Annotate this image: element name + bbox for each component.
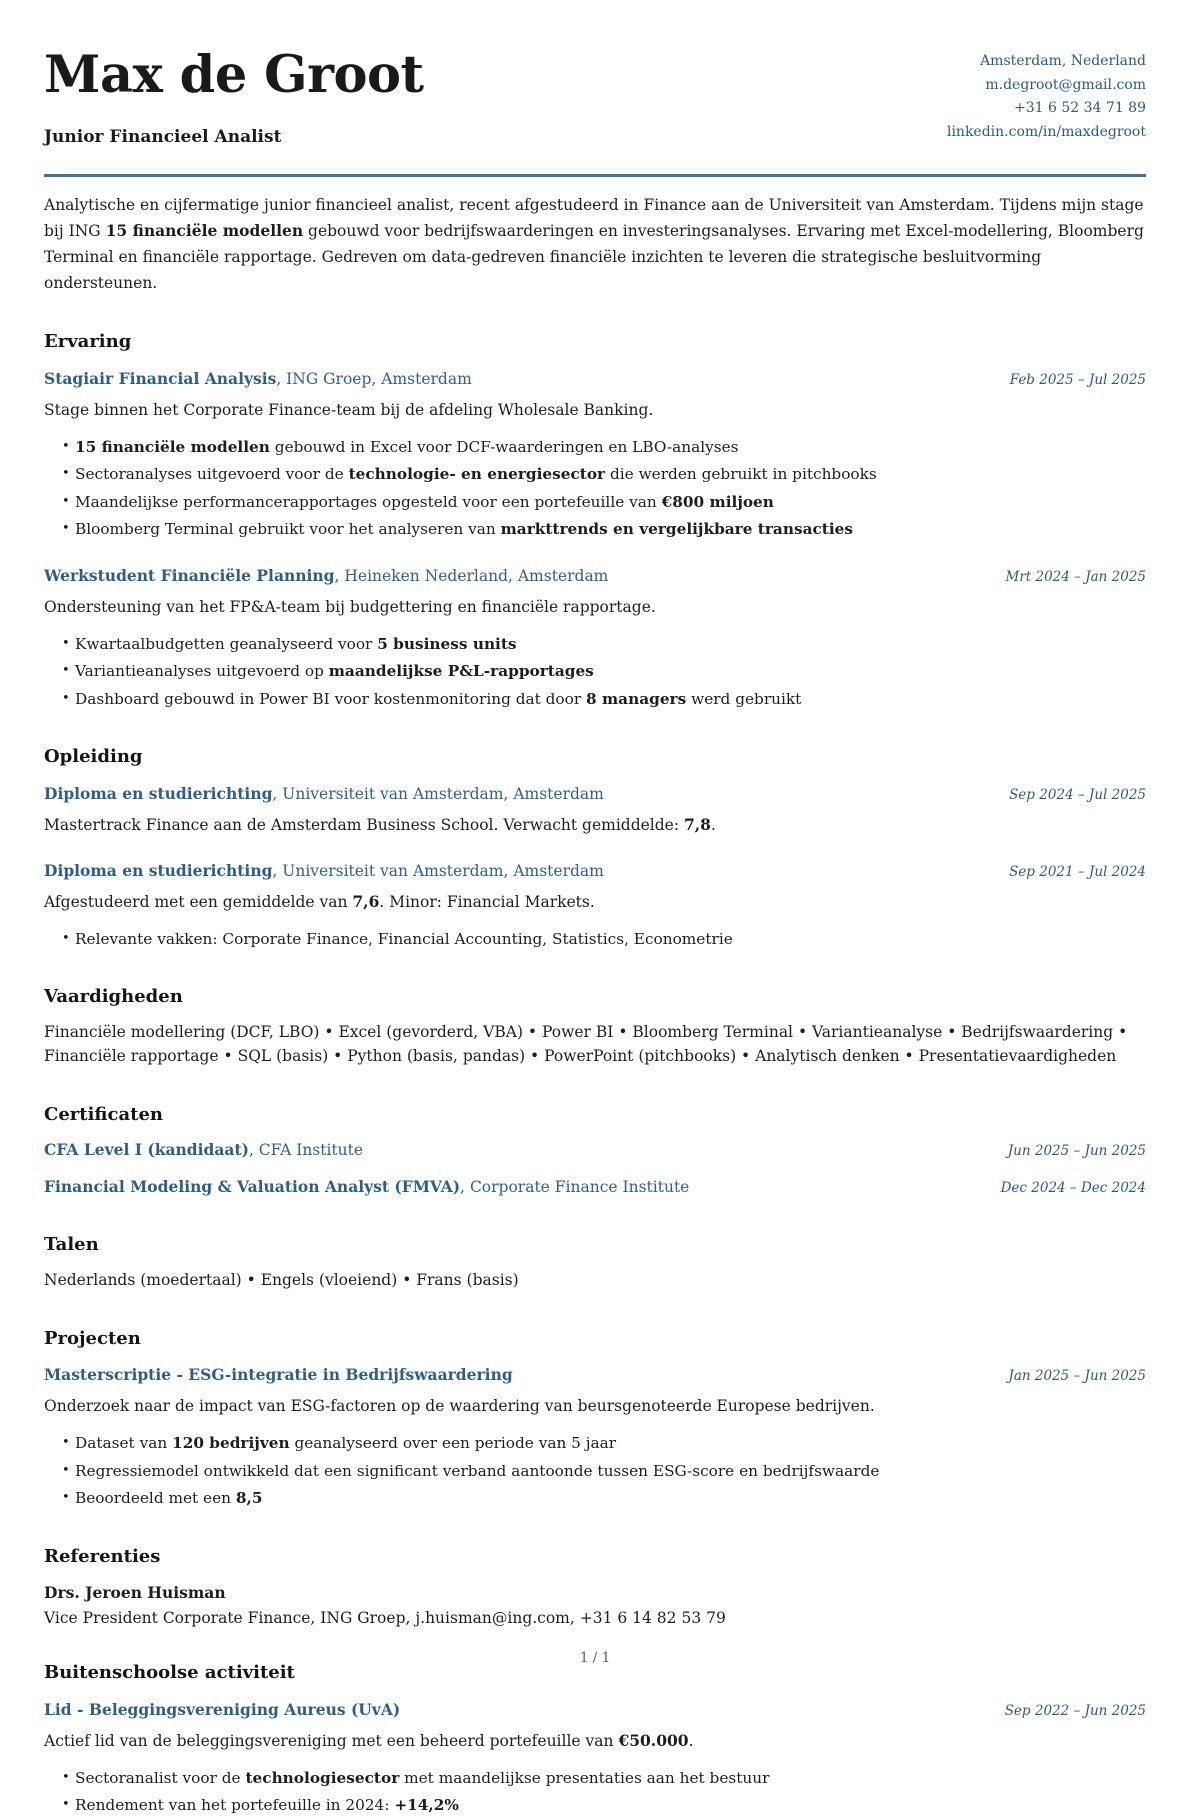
entry-description: Onderzoek naar de impact van ESG-factoren op de waardering van beursgenoteerde Europese bedrijven. [44, 1397, 875, 1416]
contact-linkedin[interactable]: linkedin.com/in/maxdegroot [946, 123, 1146, 140]
entry-date: Jun 2025 – Jun 2025 [1007, 1143, 1146, 1160]
entry-school: , Universiteit van Amsterdam, Amsterdam [272, 784, 604, 803]
entry-header [44, 1699, 1146, 1722]
entry-description: Ondersteuning van het FP&A-team bij budgettering en financiële rapportage. [44, 597, 656, 616]
section-heading-certificaten: Certificaten [44, 1103, 163, 1125]
bullet-item: • Relevante vakken: Corporate Finance, Financial Accounting, Statistics, Econometrie [62, 927, 1146, 952]
entry-date: Sep 2022 – Jun 2025 [1004, 1702, 1146, 1719]
certificate-issuer: , Corporate Finance Institute [460, 1178, 690, 1197]
resume-header [44, 46, 1146, 147]
section-heading-talen: Talen [44, 1234, 99, 1256]
bullet-item: • Regressiemodel ontwikkeld dat een significant verband aantoonde tussen ESG-score en bedrijfswaarde [62, 1459, 1146, 1484]
entry-header [44, 368, 1146, 391]
section-heading-projecten: Projecten [44, 1327, 141, 1349]
bullet-item: • Dataset van 120 bedrijven geanalyseerd over een periode van 5 jaar [62, 1431, 1146, 1456]
entry-date: Sep 2021 – Jul 2024 [1009, 863, 1146, 880]
entry-header [44, 1176, 1146, 1199]
certificate-title: CFA Level I (kandidaat) [44, 1140, 249, 1160]
bullet-list [44, 435, 1146, 542]
entry-title-line [44, 783, 604, 805]
contact-location: Amsterdam, Nederland [980, 53, 1146, 69]
entry-school: , Universiteit van Amsterdam, Amsterdam [272, 861, 604, 880]
education-entry [44, 783, 1146, 837]
experience-entry [44, 368, 1146, 542]
entry-title-line [44, 860, 604, 882]
bullet-item: • Maandelijkse performancerapportages opgesteld voor een portefeuille van €800 miljoen [62, 490, 1146, 515]
entry-title: Werkstudent Financiële Planning [44, 565, 335, 585]
person-name: Max de Groot [44, 45, 424, 105]
bullet-list [44, 1766, 1146, 1818]
entry-description: Actief lid van de beleggingsvereniging met een beheerd portefeuille van €50.000. [44, 1730, 694, 1750]
header-left [44, 46, 424, 147]
entry-title: Diploma en studierichting [44, 783, 273, 803]
bullet-item: • Bloomberg Terminal gebruikt voor het analyseren van markttrends en vergelijkbare transacties [62, 517, 1146, 542]
entry-header [44, 565, 1146, 588]
entry-title-line [44, 1699, 400, 1721]
section-heading-buitenschools: Buitenschoolse activiteit [44, 1662, 295, 1684]
activity-entry [44, 1699, 1146, 1818]
experience-entry [44, 565, 1146, 712]
entry-title-line [44, 368, 472, 390]
section-heading-vaardigheden: Vaardigheden [44, 986, 183, 1008]
languages-text: Nederlands (moedertaal) • Engels (vloeiend) • Frans (basis) [44, 1271, 519, 1290]
bullet-item: • Beoordeeld met een 8,5 [62, 1486, 1146, 1511]
certificate-issuer: , CFA Institute [248, 1141, 364, 1160]
entry-date: Jan 2025 – Jun 2025 [1008, 1368, 1146, 1385]
bullet-list [44, 927, 1146, 952]
bullet-item: • 15 financiële modellen gebouwd in Excel voor DCF-waarderingen en LBO-analyses [62, 435, 1146, 460]
summary-paragraph: Analytische en cijfermatige junior financieel analist, recent afgestudeerd in Finance aan de Universiteit van Amsterdam. Tijdens mijn stage bij ING 15 financiële modellen gebouwd voor bedrijfswaarderingen en investeringsanalyses. Ervaring met Excel-modellering, Bloomberg Terminal en financiële rapportage. Gedreven om data-gedreven financiële inzichten te leveren die strategische besluitvorming ondersteunen. [44, 196, 1144, 293]
contact-block [947, 46, 1146, 144]
bullet-list [44, 632, 1146, 712]
certificate-entry [44, 1176, 1146, 1199]
bullet-item: • Kwartaalbudgetten geanalyseerd voor 5 business units [62, 632, 1146, 657]
entry-company: , Heineken Nederland, Amsterdam [334, 566, 609, 585]
entry-date: Dec 2024 – Dec 2024 [1000, 1180, 1146, 1197]
reference-name: Drs. Jeroen Huisman [44, 1583, 226, 1603]
bullet-item: • Sectoranalyses uitgevoerd voor de technologie- en energiesector die werden gebruikt in pitchbooks [62, 462, 1146, 487]
entry-date: Sep 2024 – Jul 2025 [1009, 786, 1146, 803]
section-heading-ervaring: Ervaring [44, 331, 132, 353]
entry-description: Afgestudeerd met een gemiddelde van 7,6. Minor: Financial Markets. [44, 891, 595, 911]
contact-phone: +31 6 52 34 71 89 [1014, 100, 1146, 116]
bullet-item: • Rendement van het portefeuille in 2024: +14,2% [62, 1793, 1146, 1818]
bullet-list [44, 1431, 1146, 1511]
entry-title: Diploma en studierichting [44, 860, 273, 880]
entry-title-line [44, 1176, 689, 1198]
entry-title-line [44, 1364, 513, 1386]
header-divider [44, 174, 1146, 177]
job-title: Junior Financieel Analist [44, 127, 282, 148]
entry-description: Mastertrack Finance aan de Amsterdam Business School. Verwacht gemiddelde: 7,8. [44, 814, 716, 834]
entry-description: Stage binnen het Corporate Finance-team bij de afdeling Wholesale Banking. [44, 400, 654, 419]
section-heading-referenties: Referenties [44, 1545, 161, 1567]
bullet-item: • Dashboard gebouwd in Power BI voor kostenmonitoring dat door 8 managers werd gebruikt [62, 687, 1146, 712]
reference-details: Vice President Corporate Finance, ING Groep, j.huisman@ing.com, +31 6 14 82 53 79 [44, 1609, 726, 1628]
entry-header [44, 860, 1146, 883]
skills-text: Financiële modellering (DCF, LBO) • Excel (gevorderd, VBA) • Power BI • Bloomberg Terminal • Variantieanalyse • Bedrijfswaardering • Financiële rapportage • SQL (basis) • Python (basis, pandas) • PowerPoint (pitchbooks) • Analytisch denken • Presentatievaardigheden [44, 1022, 1128, 1066]
contact-email[interactable]: m.degroot@gmail.com [985, 76, 1146, 93]
activity-title: Lid - Beleggingsvereniging Aureus (UvA) [44, 1699, 401, 1719]
entry-date: Feb 2025 – Jul 2025 [1009, 371, 1146, 388]
section-heading-opleiding: Opleiding [44, 746, 143, 768]
bullet-item: • Variantieanalyses uitgevoerd op maandelijkse P&L-rapportages [62, 659, 1146, 684]
education-entry [44, 860, 1146, 952]
entry-header [44, 783, 1146, 806]
certificate-entry [44, 1139, 1146, 1162]
entry-date: Mrt 2024 – Jan 2025 [1005, 568, 1146, 585]
entry-header [44, 1364, 1146, 1387]
entry-header [44, 1139, 1146, 1162]
bullet-item: • Sectoranalist voor de technologiesector met maandelijkse presentaties aan het bestuur [62, 1766, 1146, 1791]
project-entry [44, 1364, 1146, 1511]
entry-title-line [44, 565, 608, 587]
certificate-title: Financial Modeling & Valuation Analyst (FMVA) [44, 1177, 461, 1197]
page-indicator: 1 / 1 [579, 1650, 611, 1666]
entry-title: Stagiair Financial Analysis [44, 368, 277, 388]
entry-title-line [44, 1139, 363, 1161]
entry-company: , ING Groep, Amsterdam [276, 369, 472, 388]
project-title: Masterscriptie - ESG-integratie in Bedrijfswaardering [44, 1365, 513, 1385]
